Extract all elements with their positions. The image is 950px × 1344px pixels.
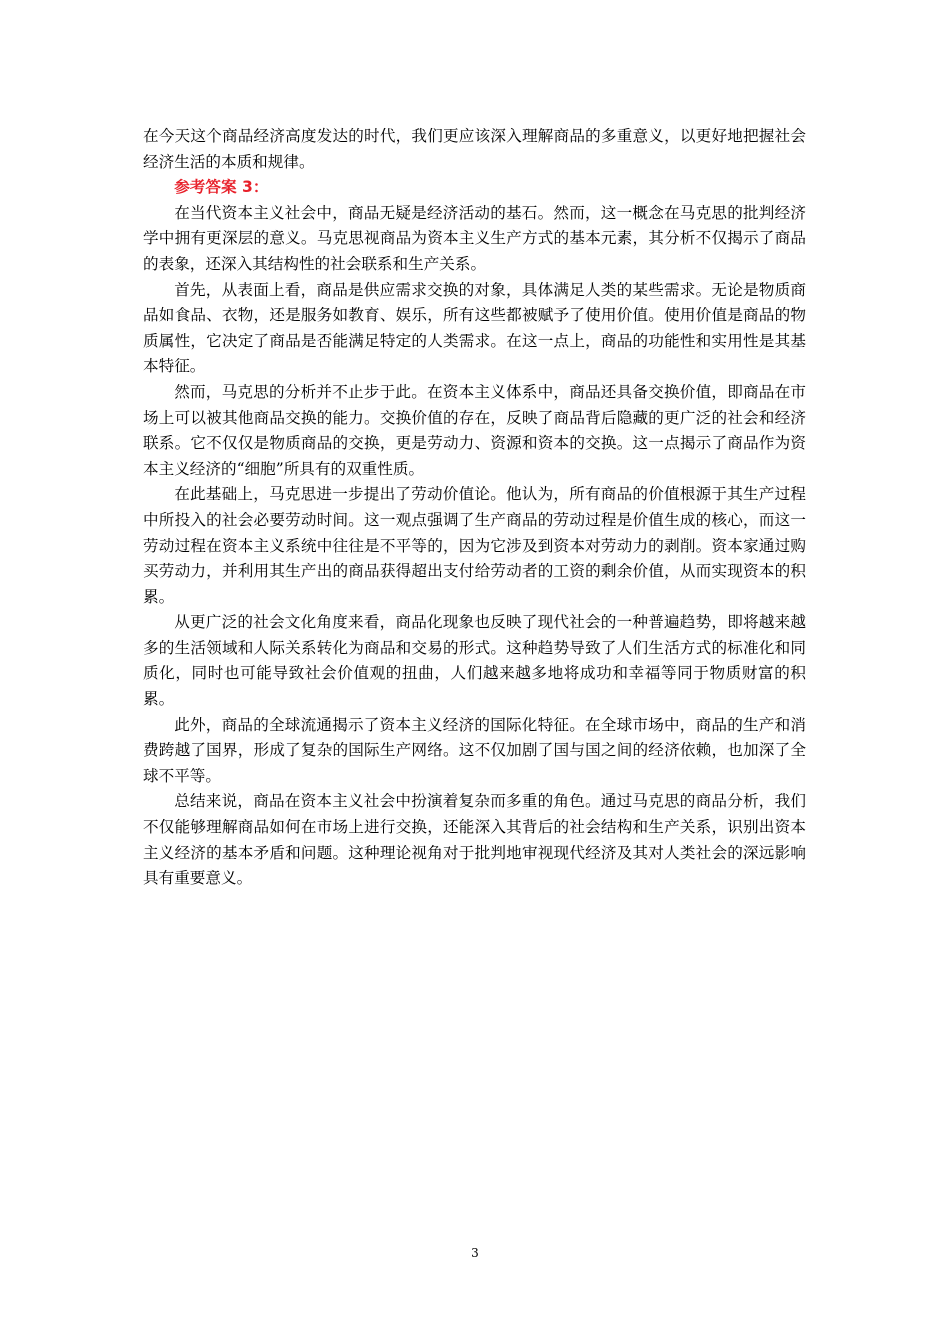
body-paragraph: 然而，马克思的分析并不止步于此。在资本主义体系中，商品还具备交换价值，即商品在市场上可以被其他商品交换的能力。交换价值的存在，反映了商品背后隐藏的更广泛的社会和经济联系。它不仅仅是物质商品的交换，更是劳动力、资源和资本的交换。这一点揭示了商品作为资本主义经济的“细胞”所具有的双重性质。 xyxy=(143,382,806,478)
body-paragraph: 此外，商品的全球流通揭示了资本主义经济的国际化特征。在全球市场中，商品的生产和消费跨越了国界，形成了复杂的国际生产网络。这不仅加剧了国与国之间的经济依赖，也加深了全球不平等。 xyxy=(143,715,806,785)
body-paragraph: 在当代资本主义社会中，商品无疑是经济活动的基石。然而，这一概念在马克思的批判经济学中拥有更深层的意义。马克思视商品为资本主义生产方式的基本元素，其分析不仅揭示了商品的表象，还深入其结构性的社会联系和生产关系。 xyxy=(143,203,806,273)
body-paragraph: 从更广泛的社会文化角度来看，商品化现象也反映了现代社会的一种普遍趋势，即将越来越多的生活领域和人际关系转化为商品和交易的形式。这种趋势导致了人们生活方式的标准化和同质化，同时也可能导致社会价值观的扭曲，人们越来越多地将成功和幸福等同于物质财富的积累。 xyxy=(143,613,806,709)
body-paragraph: 总结来说，商品在资本主义社会中扮演着复杂而多重的角色。通过马克思的商品分析，我们不仅能够理解商品如何在市场上进行交换，还能深入其背后的社会结构和生产关系，识别出资本主义经济的基本矛盾和问题。这种理论视角对于批判地审视现代经济及其对人类社会的深远影响具有重要意义。 xyxy=(143,792,806,888)
document-body xyxy=(143,124,806,892)
body-paragraph: 在此基础上，马克思进一步提出了劳动价值论。他认为，所有商品的价值根源于其生产过程中所投入的社会必要劳动时间。这一观点强调了生产商品的劳动过程是价值生成的核心，而这一劳动过程在资本主义系统中往往是不平等的，因为它涉及到资本对劳动力的剥削。资本家通过购买劳动力，并利用其生产出的商品获得超出支付给劳动者的工资的剩余价值，从而实现资本的积累。 xyxy=(143,485,806,606)
body-paragraph: 首先，从表面上看，商品是供应需求交换的对象，具体满足人类的某些需求。无论是物质商品如食品、衣物，还是服务如教育、娱乐，所有这些都被赋予了使用价值。使用价值是商品的物质属性，它决定了商品是否能满足特定的人类需求。在这一点上，商品的功能性和实用性是其基本特征。 xyxy=(143,280,806,376)
intro-continuation-paragraph: 在今天这个商品经济高度发达的时代，我们更应该深入理解商品的多重意义，以更好地把握社会经济生活的本质和规律。 xyxy=(143,127,806,171)
page-number: 3 xyxy=(471,1246,479,1260)
answer-heading: 参考答案 3： xyxy=(174,178,269,197)
